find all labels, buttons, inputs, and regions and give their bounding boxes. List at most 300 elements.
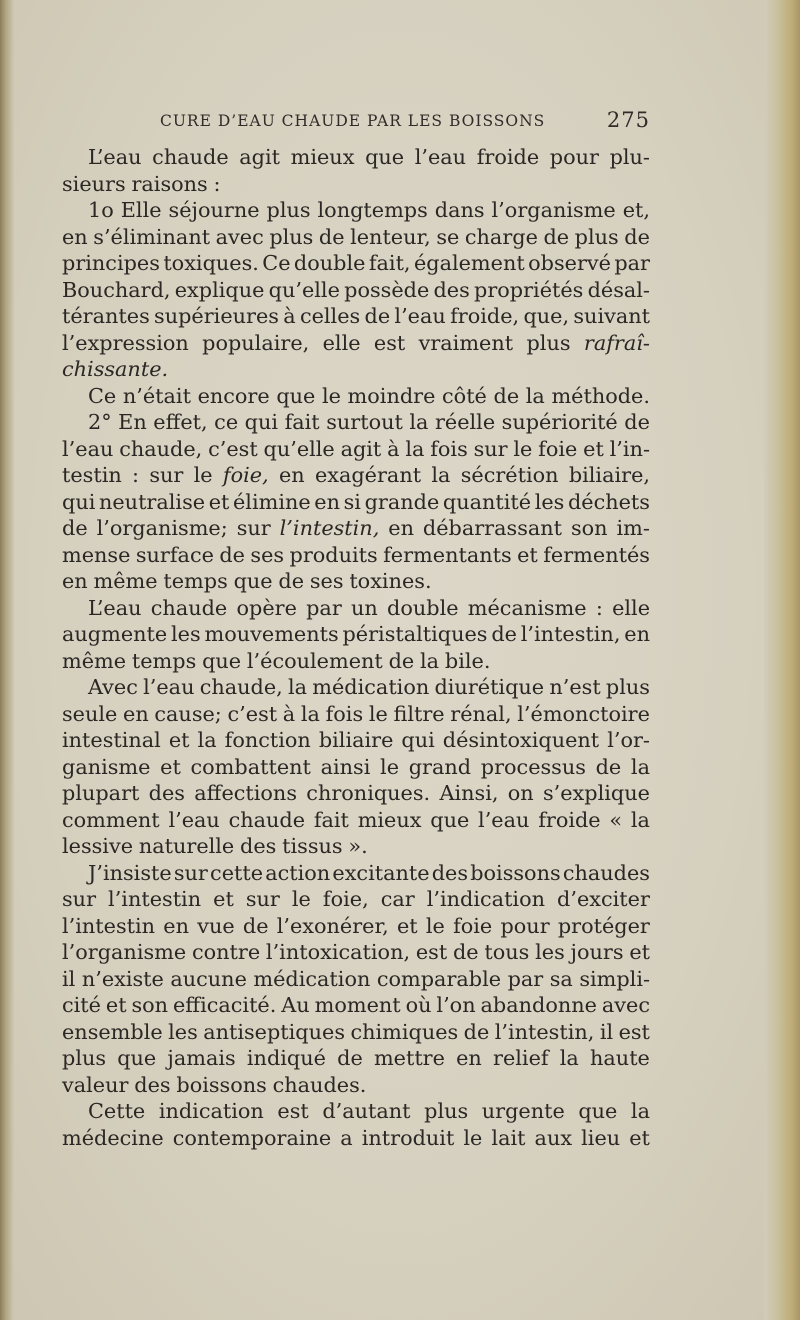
- word: chroniques.: [306, 781, 431, 805]
- word: mieux: [357, 807, 422, 832]
- word: 1o: [88, 198, 114, 222]
- running-title: CURE D’EAU CHAUDE PAR LES BOISSONS: [160, 112, 546, 130]
- text-line: [62, 621, 650, 648]
- word: l’intestin,: [520, 622, 621, 646]
- word: :: [595, 595, 603, 620]
- word: fait: [284, 410, 320, 434]
- word: charge: [464, 224, 538, 249]
- word: en: [456, 1046, 482, 1070]
- word: élimine: [232, 489, 311, 514]
- word: car: [380, 887, 415, 911]
- word: désal-: [587, 277, 650, 302]
- word: sur: [149, 463, 184, 487]
- word: plus: [424, 1099, 469, 1123]
- text-line: [62, 250, 650, 277]
- word: qu’elle: [263, 436, 335, 461]
- word: chaudes.: [272, 1072, 367, 1097]
- word: que: [233, 569, 273, 593]
- word: froide,: [450, 304, 520, 328]
- word: les: [168, 1019, 198, 1044]
- text-line: [62, 648, 650, 675]
- word: comment: [62, 807, 160, 832]
- word: des: [134, 1072, 171, 1097]
- word: et,: [622, 198, 650, 222]
- word: l’intestin,: [279, 516, 380, 540]
- word: :: [132, 463, 140, 487]
- word: l’intoxication,: [265, 940, 411, 964]
- word: l’eau: [143, 675, 195, 699]
- text-line: [62, 1045, 650, 1072]
- word: dans: [434, 198, 485, 222]
- text-line: [62, 171, 650, 198]
- word: sur: [245, 887, 280, 911]
- word: de: [491, 622, 517, 646]
- word: l’or-: [607, 728, 650, 752]
- word: a: [340, 1125, 353, 1150]
- word: l’eau: [394, 304, 446, 328]
- word: introduit: [361, 1125, 455, 1150]
- word: augmente: [62, 622, 168, 646]
- word: chaude,: [199, 675, 283, 699]
- word: qui: [62, 489, 96, 514]
- word: réelle: [434, 410, 496, 434]
- word: l’on: [436, 993, 476, 1017]
- word: mieux: [290, 145, 355, 169]
- text-line: [62, 303, 650, 330]
- word: rénal,: [450, 701, 512, 726]
- word: 2°: [88, 410, 112, 434]
- word: temps: [163, 569, 228, 593]
- word: et: [583, 436, 604, 461]
- word: la: [630, 807, 650, 832]
- word: la: [525, 383, 545, 408]
- word: foie: [538, 436, 578, 461]
- word: c’est: [227, 701, 278, 726]
- word: longtemps: [317, 198, 428, 222]
- text-line: [62, 886, 650, 913]
- word: lieu: [581, 1125, 621, 1150]
- word: de: [624, 410, 650, 434]
- word: en: [62, 569, 88, 593]
- text-line: [62, 860, 650, 887]
- word: est: [373, 330, 406, 355]
- word: son: [570, 516, 608, 540]
- word: l’indication: [426, 887, 545, 911]
- word: naturelle: [138, 834, 235, 858]
- word: protéger: [557, 913, 650, 938]
- word: «: [609, 807, 623, 832]
- word: sieurs: [62, 171, 126, 196]
- page-number: 275: [606, 108, 650, 132]
- word: chaude,: [119, 436, 203, 461]
- word: l’eau: [414, 145, 467, 169]
- word: le: [463, 1125, 483, 1150]
- word: le: [368, 701, 388, 726]
- word: que,: [523, 304, 570, 328]
- word: supériorité: [501, 410, 618, 434]
- word: on: [507, 781, 534, 805]
- word: fermentants: [383, 542, 512, 567]
- word: pour: [549, 145, 599, 169]
- word: est: [277, 1099, 309, 1123]
- word: plus: [62, 1046, 107, 1070]
- word: effet,: [153, 410, 208, 434]
- word: comparable: [376, 966, 502, 991]
- word: les: [171, 622, 201, 646]
- word: Ce: [262, 251, 291, 275]
- word: s’éliminant: [93, 224, 211, 249]
- text-line: [62, 436, 650, 463]
- word: diurétique: [434, 675, 545, 699]
- word: et: [213, 887, 234, 911]
- text-line: [62, 701, 650, 728]
- word: des: [240, 834, 277, 858]
- word: chaude: [150, 595, 228, 620]
- word: fait,: [368, 251, 411, 275]
- word: de: [62, 516, 88, 540]
- word: cette: [210, 860, 264, 885]
- word: biliaire,: [568, 463, 650, 487]
- word: simpli-: [579, 966, 650, 991]
- word: que: [578, 1099, 618, 1123]
- word: agit: [340, 436, 382, 461]
- word: efficacité.: [173, 993, 277, 1017]
- word: plus: [605, 675, 650, 699]
- text-line: [62, 754, 650, 781]
- word: pour: [500, 913, 550, 938]
- word: l’intestin: [62, 913, 156, 938]
- word: et: [105, 993, 127, 1017]
- word: aucune: [170, 966, 247, 991]
- word: débarrassant: [422, 516, 563, 540]
- word: l’organisme: [62, 940, 187, 964]
- word: double: [387, 595, 459, 620]
- word: explique: [174, 277, 265, 302]
- word: cité: [62, 993, 101, 1017]
- word: la: [630, 754, 650, 779]
- word: chaude: [228, 807, 306, 832]
- word: de: [278, 569, 305, 593]
- word: elle: [612, 595, 650, 620]
- word: exagérant: [314, 463, 422, 487]
- word: l’écoulement: [246, 648, 383, 673]
- word: les: [534, 489, 565, 514]
- word: plus: [269, 224, 314, 249]
- word: haute: [590, 1046, 650, 1070]
- word: vraiment: [418, 330, 514, 355]
- word: est: [618, 1019, 650, 1044]
- word: bile.: [444, 648, 491, 673]
- word: également: [413, 251, 525, 275]
- word: même: [93, 569, 158, 593]
- word: avec: [215, 224, 264, 249]
- word: que: [117, 1046, 157, 1070]
- word: plu-: [609, 145, 650, 169]
- word: possède: [344, 277, 430, 302]
- word: en: [123, 701, 149, 726]
- page-fore-edge: [764, 0, 800, 1320]
- word: moment: [314, 993, 401, 1017]
- word: les: [535, 940, 565, 964]
- word: sur: [173, 860, 208, 885]
- word: temps: [131, 648, 197, 673]
- word: médication: [312, 675, 430, 699]
- word: urgente: [481, 1099, 565, 1123]
- word: déchets: [567, 489, 650, 514]
- word: affections: [194, 781, 297, 805]
- word: L’eau: [88, 595, 142, 620]
- word: supérieures: [154, 304, 279, 328]
- word: de: [543, 224, 570, 249]
- word: foie,: [322, 887, 369, 911]
- text-line: [62, 568, 650, 595]
- text-line: [62, 515, 650, 542]
- word: surface: [135, 542, 214, 567]
- word: contemporaine: [172, 1125, 332, 1150]
- word: toxiques.: [163, 251, 259, 275]
- word: méthode.: [551, 383, 650, 408]
- word: le: [513, 436, 533, 461]
- word: qui: [401, 728, 435, 752]
- word: qu’elle: [268, 277, 340, 302]
- word: l’eau: [168, 807, 220, 832]
- word: ses: [250, 542, 285, 567]
- word: indication: [158, 1099, 264, 1123]
- text-line: [62, 780, 650, 807]
- word: excitante: [332, 860, 430, 885]
- word: jours: [570, 940, 624, 964]
- word: s’explique: [542, 781, 650, 805]
- word: elle: [322, 330, 361, 355]
- word: l’exonérer,: [276, 913, 389, 938]
- word: d’exciter: [557, 887, 650, 911]
- word: quantité: [442, 489, 532, 514]
- word: désintoxiquent: [442, 728, 600, 752]
- text-line: [62, 462, 650, 489]
- word: Ainsi,: [439, 781, 499, 805]
- word: le: [193, 463, 213, 487]
- word: la: [559, 1046, 579, 1070]
- word: sur: [236, 516, 271, 540]
- word: que: [276, 383, 316, 408]
- word: la: [420, 648, 440, 673]
- word: ainsi: [320, 754, 371, 779]
- word: la: [288, 675, 308, 699]
- word: :: [213, 171, 221, 196]
- word: ce: [214, 410, 239, 434]
- word: agit: [239, 145, 280, 169]
- word: chimiques: [350, 1019, 459, 1044]
- word: des: [148, 781, 185, 805]
- word: produits: [289, 542, 378, 567]
- word: propriétés: [474, 277, 584, 302]
- text-line: [62, 277, 650, 304]
- word: grande: [364, 489, 440, 514]
- word: à: [282, 701, 296, 726]
- word: par: [614, 251, 650, 275]
- text-line: [62, 489, 650, 516]
- word: foie: [453, 913, 493, 938]
- text-line: [62, 727, 650, 754]
- word: cause;: [154, 701, 222, 726]
- word: double: [293, 251, 366, 275]
- text-line: [62, 144, 650, 171]
- word: boissons: [470, 860, 561, 885]
- text-line: [62, 224, 650, 251]
- word: n’est: [549, 675, 601, 699]
- word: par: [507, 966, 544, 991]
- text-line: [62, 1098, 650, 1125]
- word: et: [629, 1125, 650, 1150]
- word: plus: [526, 330, 571, 355]
- word: froide: [476, 145, 540, 169]
- word: c’est: [208, 436, 258, 461]
- word: relief: [493, 1046, 549, 1070]
- word: ensemble: [62, 1019, 163, 1044]
- word: im-: [616, 516, 650, 540]
- word: raisons: [131, 171, 208, 196]
- word: de: [595, 754, 622, 779]
- word: plus: [574, 224, 619, 249]
- word: la: [409, 410, 429, 434]
- word: la: [630, 1099, 650, 1123]
- word: que: [430, 807, 470, 832]
- word: térantes: [62, 304, 150, 328]
- word: principes: [62, 251, 160, 275]
- word: qui: [244, 410, 279, 434]
- word: de: [463, 1019, 490, 1044]
- word: de: [364, 304, 391, 328]
- word: tous: [484, 940, 530, 964]
- word: mécanisme: [467, 595, 587, 620]
- word: testin: [62, 463, 122, 487]
- word: rafraî-: [583, 330, 650, 355]
- word: grand: [408, 754, 472, 779]
- word: l’in-: [609, 436, 650, 461]
- word: lait: [491, 1125, 526, 1150]
- word: observé: [528, 251, 611, 275]
- word: processus: [480, 754, 586, 779]
- word: seule: [62, 701, 118, 726]
- page-binding-edge: [0, 0, 14, 1320]
- word: aux: [534, 1125, 573, 1150]
- word: boissons: [176, 1072, 267, 1097]
- word: de: [624, 224, 650, 249]
- word: en: [624, 622, 650, 646]
- word: Ce: [88, 383, 117, 408]
- word: des: [431, 860, 469, 885]
- word: le: [425, 913, 445, 938]
- word: jamais: [167, 1046, 236, 1070]
- word: même: [62, 648, 127, 673]
- word: et: [160, 754, 181, 779]
- text-line: [62, 913, 650, 940]
- word: Bouchard,: [62, 277, 171, 302]
- word: celles: [299, 304, 361, 328]
- word: Avec: [88, 675, 138, 699]
- word: avec: [601, 993, 650, 1017]
- word: si: [343, 489, 361, 514]
- word: mouvements: [204, 622, 339, 646]
- word: et: [208, 489, 230, 514]
- word: son: [131, 993, 169, 1017]
- word: il: [599, 1019, 614, 1044]
- word: vue: [197, 913, 235, 938]
- text-line: [62, 807, 650, 834]
- word: de: [452, 940, 479, 964]
- word: intestinal: [62, 728, 161, 752]
- word: lenteur,: [350, 224, 431, 249]
- word: l’eau: [62, 436, 114, 461]
- word: l’organisme;: [96, 516, 228, 540]
- word: d’autant: [322, 1099, 411, 1123]
- word: le: [321, 383, 341, 408]
- word: Cette: [88, 1099, 146, 1123]
- text-line: [62, 542, 650, 569]
- word: par: [306, 595, 342, 620]
- word: l’eau: [478, 807, 530, 832]
- word: il: [62, 966, 76, 991]
- word: péristaltiques: [342, 622, 488, 646]
- text-line: [62, 966, 650, 993]
- word: des: [433, 277, 470, 302]
- word: J’insiste: [88, 860, 172, 885]
- word: la: [300, 701, 320, 726]
- text-line: [62, 1019, 650, 1046]
- word: froide: [538, 807, 601, 832]
- word: fois: [325, 701, 364, 726]
- word: valeur: [62, 1072, 129, 1097]
- body-text: [62, 144, 650, 1151]
- text-line: [62, 1125, 650, 1152]
- word: de: [337, 1046, 363, 1070]
- word: ses: [309, 569, 344, 593]
- text-line: [62, 409, 650, 436]
- word: de: [388, 648, 415, 673]
- word: sécrétion: [460, 463, 559, 487]
- word: la: [197, 728, 217, 752]
- word: un: [351, 595, 378, 620]
- word: et: [517, 542, 538, 567]
- word: en: [314, 489, 340, 514]
- text-line: [62, 939, 650, 966]
- word: la: [431, 463, 451, 487]
- word: à: [283, 304, 296, 328]
- word: n’était: [122, 383, 191, 408]
- word: lessive: [62, 834, 134, 858]
- text-line: [62, 992, 650, 1019]
- text-line: [62, 330, 650, 357]
- word: sa: [549, 966, 573, 991]
- text-line: [62, 1072, 650, 1099]
- word: ganisme: [62, 754, 151, 779]
- word: médication: [253, 966, 371, 991]
- word: toxines.: [349, 569, 432, 593]
- word: plus: [266, 198, 311, 222]
- text-line: [62, 674, 650, 701]
- word: médecine: [62, 1125, 164, 1150]
- word: et: [396, 913, 418, 938]
- word: Elle: [120, 198, 162, 222]
- word: neutralise: [98, 489, 206, 514]
- word: et: [629, 940, 650, 964]
- word: encore: [197, 383, 270, 408]
- word: ».: [348, 834, 368, 858]
- word: mettre: [373, 1046, 445, 1070]
- word: en: [62, 224, 88, 249]
- word: tissus: [282, 834, 343, 858]
- word: de: [219, 542, 245, 567]
